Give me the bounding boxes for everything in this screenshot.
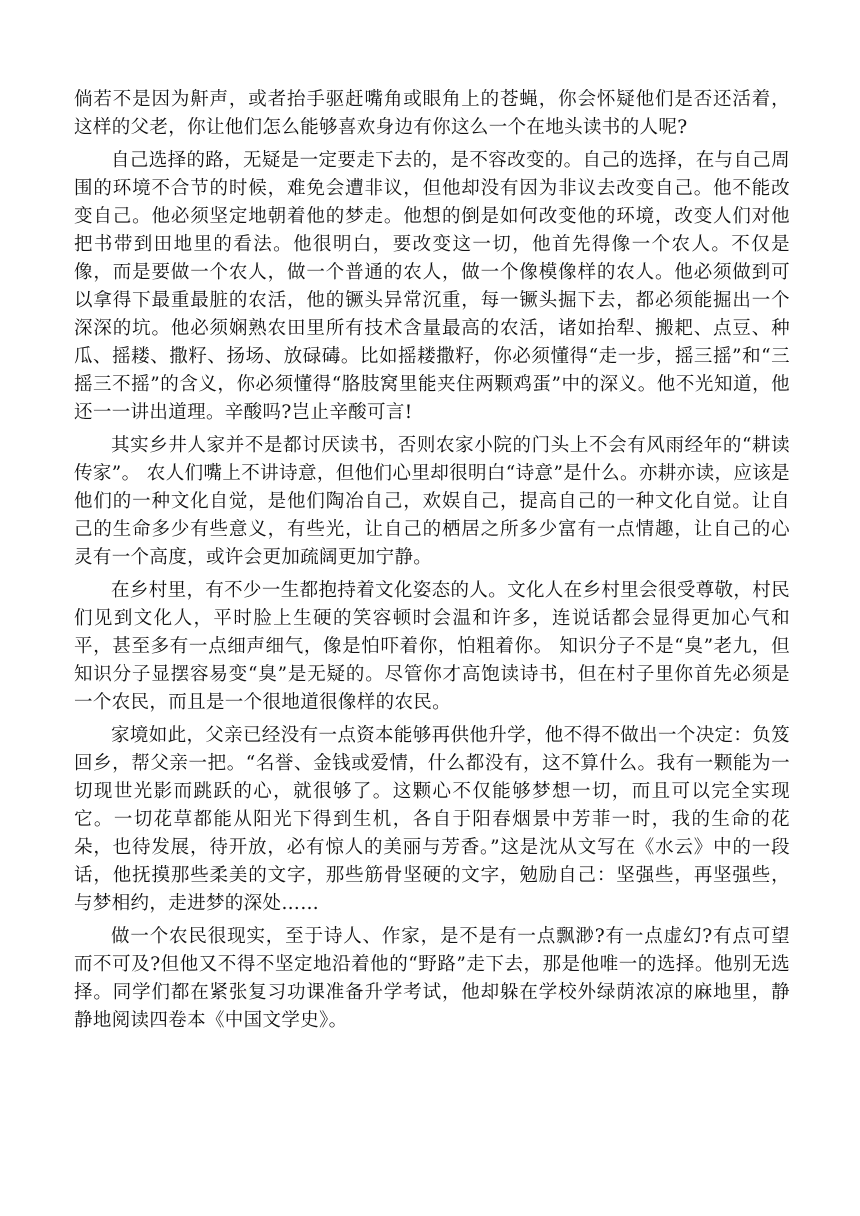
paragraph-2: 自己选择的路，无疑是一定要走下去的，是不容改变的。自己的选择，在与自己周围的环境不合节的时候，难免会遭非议，但他却没有因为非议去改变自己。他不能改变自己。他必须坚定地朝着他的梦走。他想的倒是如何改变他的环境，改变人们对他把书带到田地里的看法。他很明白，要改变这一切，他首先得像一个农人。不仅是像，而是要做一个农人，做一个普通的农人，做一个像模像样的农人。他必须做到可以拿得下最重最脏的农活，他的镢头异常沉重，每一镢头掘下去，都必须能掘出一个深深的坑。他必须娴熟农田里所有技术含量最高的农活，诸如抬犁、搬耙、点豆、种瓜、摇耧、撒籽、扬场、放碌碡。比如摇耧撒籽，你必须懂得“走一步，摇三摇”和“三摇三不摇”的含义，你必须懂得“胳肢窝里能夹住两颗鸡蛋”中的深义。他不光知道，他还一一讲出道理。辛酸吗?岂止辛酸可言!	[74, 150, 790, 423]
paragraph-4: 在乡村里，有不少一生都抱持着文化姿态的人。文化人在乡村里会很受尊敬，村民们见到文化人，平时脸上生硬的笑容顿时会温和许多，连说话都会显得更加心气和平，甚至多有一点细声细气，像是怕吓着你，怕粗着你。 知识分子不是“臭”老九，但知识分子显摆容易变“臭”是无疑的。尽管你才高饱读诗书，但在村子里你首先必须是一个农民，而且是一个很地道很像样的农民。	[74, 580, 790, 713]
document-page	[74, 86, 790, 1040]
paragraph-3: 其实乡井人家并不是都讨厌读书，否则农家小院的门头上不会有风雨经年的“耕读传家”。 农人们嘴上不讲诗意，但他们心里却很明白“诗意”是什么。亦耕亦读，应该是他们的一种文化自觉，是他们陶冶自己，欢娱自己，提高自己的一种文化自觉。让自己的生命多少有些意义，有些光，让自己的栖居之所多少富有一点情趣，让自己的心灵有一个高度，或许会更加疏阔更加宁静。	[74, 435, 790, 568]
paragraph-5: 家境如此，父亲已经没有一点资本能够再供他升学，他不得不做出一个决定：负笈回乡，帮父亲一把。“名誉、金钱或爱情，什么都没有，这不算什么。我有一颗能为一切现世光影而跳跃的心，就很够了。这颗心不仅能够梦想一切，而且可以完全实现它。一切花草都能从阳光下得到生机，各自于阳春烟景中芳菲一时，我的生命的花朵，也待发展，待开放，必有惊人的美丽与芳香。”这是沈从文写在《水云》中的一段话，他抚摸那些柔美的文字，那些筋骨坚硬的文字，勉励自己：坚强些，再坚强些，与梦相约，走进梦的深处……	[74, 725, 790, 914]
paragraph-6: 做一个农民很现实，至于诗人、作家，是不是有一点飘渺?有一点虚幻?有点可望而不可及?但他又不得不坚定地沿着他的“野路”走下去，那是他唯一的选择。他别无选择。同学们都在紧张复习功课准备升学考试，他却躲在学校外绿荫浓凉的麻地里，静静地阅读四卷本《中国文学史》。	[74, 926, 790, 1031]
paragraph-1: 倘若不是因为鼾声，或者抬手驱赶嘴角或眼角上的苍蝇，你会怀疑他们是否还活着，这样的父老，你让他们怎么能够喜欢身边有你这么一个在地头读书的人呢?	[74, 89, 790, 138]
